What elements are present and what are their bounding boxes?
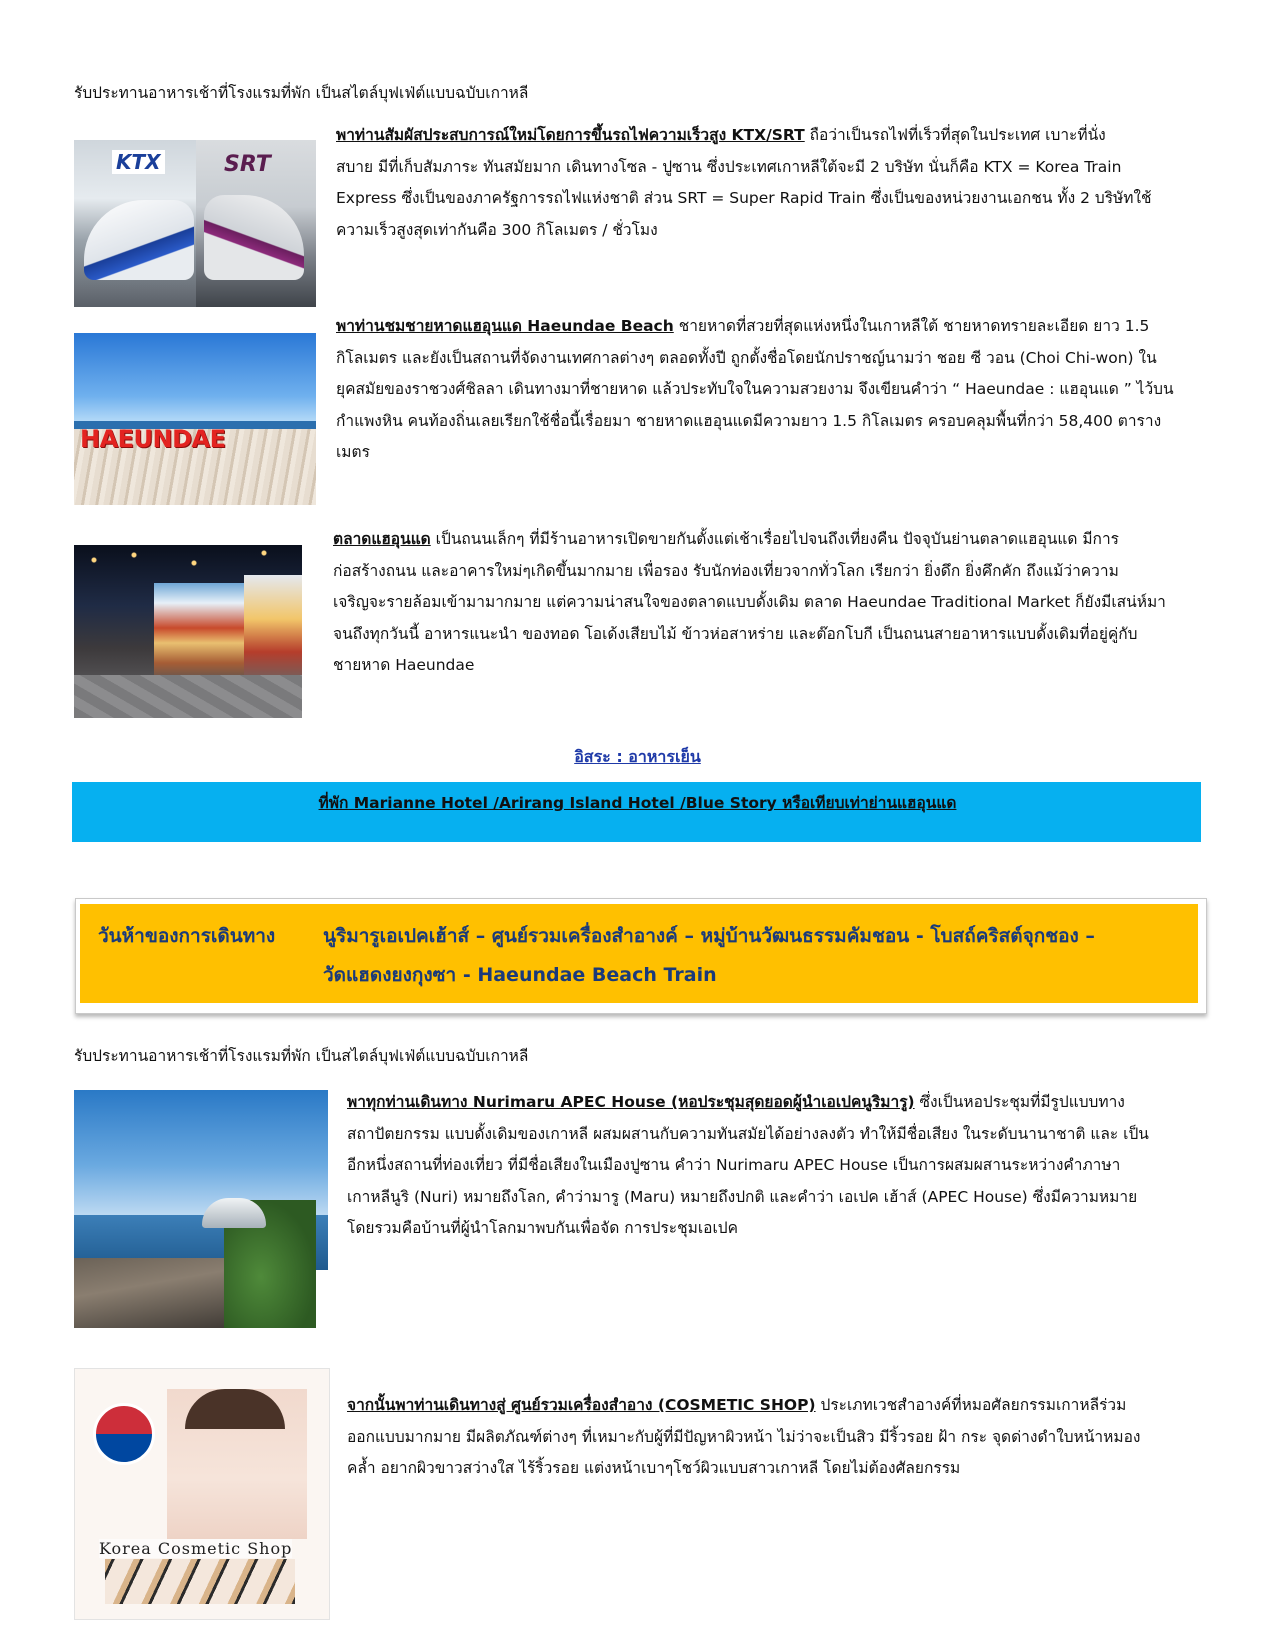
free-dinner-link[interactable]: อิสระ : อาหารเย็น bbox=[574, 747, 701, 766]
paragraph-line: ก่อสร้างถนน และอาคารใหม่ๆเกิดขึ้นมากมาย เพื่อรอง รับนักท่องเที่ยวจากทั่วโลก เรียกว่า ยิ่งดึก ยิ่งคึกคัก ถึงแม้ว่าความ bbox=[333, 561, 1119, 580]
day-route-line-1: นูริมารูเอเปคเฮ้าส์ – ศูนย์รวมเครื่องสำอางค์ – หมู่บ้านวัฒนธรรมคัมชอน - โบสถ์คริสต์จุกชอง – bbox=[323, 925, 1095, 947]
paragraph-line: ออกแบบมากมาย มีผลิตภัณฑ์ต่างๆ ที่เหมาะกับผู้ที่มีปัญหาผิวหน้า ไม่ว่าจะเป็นสิว มีริ้วรอย ฝ้า กระ จุดด่างดำใบหน้าหมอง bbox=[347, 1427, 1141, 1446]
paragraph-line: ยุคสมัยของราชวงศ์ชิลลา เดินทางมาที่ชายหาด แล้วประทับใจในความสวยงาม จึงเขียนคำว่า “ Haeundae : แฮอุนแด ” ไว้บน bbox=[336, 380, 1174, 398]
paragraph-line: เมตร bbox=[336, 443, 370, 461]
market-paragraph bbox=[333, 524, 1206, 682]
paragraph-line: จากนั้นพาท่านเดินทางสู่ ศูนย์รวมเครื่องสำอาง (COSMETIC SHOP) ประเภทเวชสำอางค์ที่หมอศัลยกรรมเกาหลีร่วม bbox=[347, 1396, 1127, 1414]
paragraph-line: ชายหาด Haeundae bbox=[333, 656, 475, 674]
nurimaru-apec-house-photo bbox=[74, 1090, 328, 1340]
market-heading: ตลาดแฮอุนแด bbox=[333, 530, 431, 548]
paragraph-line: พาท่านสัมผัสประสบการณ์ใหม่โดยการขึ้นรถไฟความเร็วสูง KTX/SRT ถือว่าเป็นรถไฟที่เร็วที่สุดในประเทศ เบาะที่นั่ง bbox=[336, 126, 1106, 144]
paragraph-line: กำแพงหิน คนท้องถิ่นเลยเรียกใช้ชื่อนี้เรื่อยมา ชายหาดแฮอุนแดมีความยาว 1.5 กิโลเมตร ครอบคลุมพื้นที่กว่า 58,400 ตาราง bbox=[336, 411, 1162, 430]
nurimaru-paragraph bbox=[347, 1087, 1212, 1245]
day-label: วันห้าของการเดินทาง bbox=[98, 925, 276, 947]
haeundae-market-photo bbox=[74, 545, 302, 728]
ktx-paragraph bbox=[336, 120, 1206, 246]
paragraph-line: เจริญจะรายล้อมเข้ามามากมาย แต่ความน่าสนใจของตลาดแบบดั้งเดิม ตลาด Haeundae Traditional Market ก็ยังมีเสน่ห์มา bbox=[333, 593, 1166, 611]
haeundae-beach-photo bbox=[74, 333, 316, 511]
paragraph-line: พาทุกท่านเดินทาง Nurimaru APEC House (หอประชุมสุดยอดผู้นำเอเปคนูริมารู) ซึ่งเป็นหอประชุมที่มีรูปแบบทาง bbox=[347, 1093, 1125, 1111]
paragraph-line: จนถึงทุกวันนี้ อาหารแนะนำ ของทอด โอเด้งเสียบไม้ ข้าวห่อสาหร่าย และต๊อกโบกี เป็นถนนสายอาหารแบบดั้งเดิมที่อยู่คู่กับ bbox=[333, 624, 1138, 643]
haeundae-paragraph bbox=[336, 311, 1206, 469]
haeundae-heading: พาท่านชมชายหาดแฮอุนแด Haeundae Beach bbox=[336, 317, 674, 335]
haeundae-sign: HAEUNDAE bbox=[80, 425, 226, 453]
paragraph-line: สถาปัตยกรรม แบบดั้งเดิมของเกาหลี ผสมผสานกับความทันสมัยได้อย่างลงตัว ทำให้มีชื่อเสียง ในระดับนานาชาติ และ เป็น bbox=[347, 1124, 1149, 1143]
paragraph-line: เกาหลีนูริ (Nuri) หมายถึงโลก, คำว่ามารู (Maru) หมายถึงปกติ และคำว่า เอเปค เฮ้าส์ (APEC House) ซึ่งมีความหมาย bbox=[347, 1187, 1138, 1206]
cosmetic-heading: จากนั้นพาท่านเดินทางสู่ ศูนย์รวมเครื่องสำอาง (COSMETIC SHOP) bbox=[347, 1396, 816, 1414]
nurimaru-heading: พาทุกท่านเดินทาง Nurimaru APEC House (หอประชุมสุดยอดผู้นำเอเปคนูริมารู) bbox=[347, 1093, 915, 1111]
paragraph-line: ตลาดแฮอุนแด เป็นถนนเล็กๆ ที่มีร้านอาหารเปิดขายกันตั้งแต่เช้าเรื่อยไปจนถึงเที่ยงคืน ปัจจุบันย่านตลาดแฮอุนแด มีการ bbox=[333, 530, 1119, 548]
ktx-heading: พาท่านสัมผัสประสบการณ์ใหม่โดยการขึ้นรถไฟความเร็วสูง KTX/SRT bbox=[336, 126, 805, 144]
srt-logo: SRT bbox=[224, 152, 271, 177]
paragraph-line: ความเร็วสูงสุดเท่ากันคือ 300 กิโลเมตร / ชั่วโมง bbox=[336, 220, 658, 239]
hotel-info: ที่พัก Marianne Hotel /Arirang Island Hotel /Blue Story หรือเทียบเท่าย่านแฮอุนแด bbox=[318, 794, 957, 812]
cosmetic-paragraph bbox=[347, 1390, 1212, 1485]
breakfast-note-2: รับประทานอาหารเช้าที่โรงแรมที่พัก เป็นสไตล์บุฟเฟ่ต์แบบฉบับเกาหลี bbox=[74, 1047, 529, 1065]
paragraph-line: คล้ำ อยากผิวขาวสว่างใส ไร้ริ้วรอย แต่งหน้าเบาๆโชว์ผิวแบบสาวเกาหลี โดยไม่ต้องศัลยกรรม bbox=[347, 1459, 961, 1477]
paragraph-line: พาท่านชมชายหาดแฮอุนแด Haeundae Beach ชายหาดที่สวยที่สุดแห่งหนึ่งในเกาหลีใต้ ชายหาดทรายละเอียด ยาว 1.5 bbox=[336, 317, 1150, 335]
paragraph-line: Express ซึ่งเป็นของภาครัฐการรถไฟแห่งชาติ ส่วน SRT = Super Rapid Train ซึ่งเป็นของหน่วยงานเอกชน ทั้ง 2 บริษัทใช้ bbox=[336, 189, 1152, 207]
paragraph-line: โดยรวมคือบ้านที่ผู้นำโลกมาพบกันเพื่อจัด การประชุมเอเปค bbox=[347, 1219, 738, 1237]
paragraph-line: อีกหนึ่งสถานที่ท่องเที่ยว ที่มีชื่อเสียงในเมืองปูซาน คำว่า Nurimaru APEC House เป็นการผสมผสานระหว่างคำภาษา bbox=[347, 1156, 1121, 1174]
paragraph-line: กิโลเมตร และยังเป็นสถานที่จัดงานเทศกาลต่างๆ ตลอดทั้งปี ถูกตั้งชื่อโดยนักปราชญ์นามว่า ชอย ซี วอน (Choi Chi-won) ใน bbox=[336, 348, 1157, 367]
ktx-srt-photo bbox=[74, 140, 316, 307]
cosmetic-photo-label: Korea Cosmetic Shop bbox=[99, 1539, 293, 1558]
day-route-line-2: วัดแฮดงยงกุงซา - Haeundae Beach Train bbox=[323, 964, 717, 986]
paragraph-line: สบาย มีที่เก็บสัมภาระ ทันสมัยมาก เดินทางโซล - ปูซาน ซึ่งประเทศเกาหลีใต้จะมี 2 บริษัท นั่นก็คือ KTX = Korea Train bbox=[336, 157, 1122, 176]
breakfast-note: รับประทานอาหารเช้าที่โรงแรมที่พัก เป็นสไตล์บุฟเฟ่ต์แบบฉบับเกาหลี bbox=[74, 84, 529, 102]
korea-cosmetic-shop-photo bbox=[74, 1368, 330, 1620]
ktx-logo: KTX bbox=[112, 150, 165, 174]
